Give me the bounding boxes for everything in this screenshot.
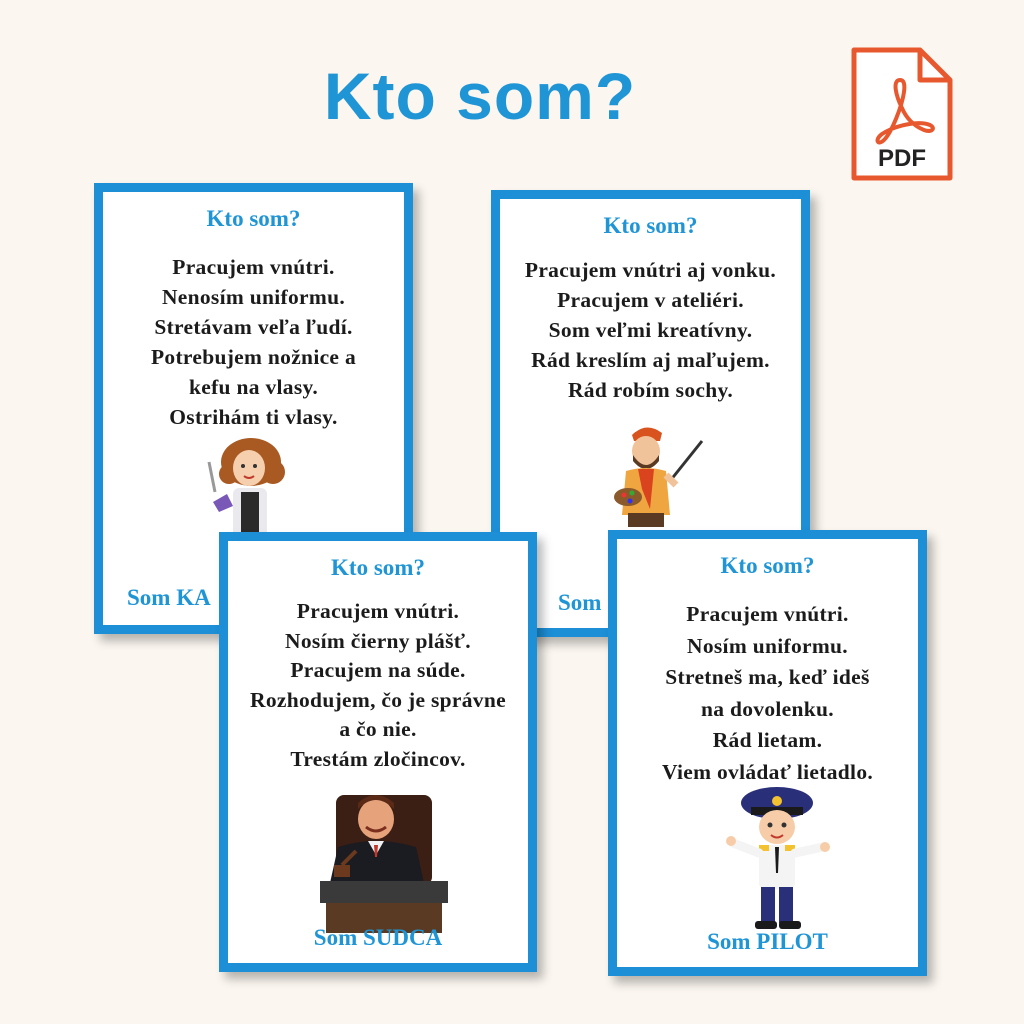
pdf-file-icon[interactable] <box>848 44 956 184</box>
judge-illustration <box>316 785 452 940</box>
clue-line: Rozhodujem, čo je správne <box>250 687 506 712</box>
card-clues <box>103 252 404 432</box>
pdf-label: PDF <box>878 145 926 172</box>
clue-line: a čo nie. <box>339 717 417 741</box>
card-judge <box>219 532 537 972</box>
clue-line: Som veľmi kreatívny. <box>548 318 753 342</box>
clue-line: Ostrihám ti vlasy. <box>169 405 338 429</box>
card-clues <box>617 599 918 788</box>
clue-line: Stretávam veľa ľudí. <box>154 315 353 339</box>
card-clues <box>228 597 528 774</box>
clue-line: Nosím čierny plášť. <box>285 628 471 653</box>
clue-line: Rád kreslím aj maľujem. <box>531 348 770 372</box>
page-title: Kto som? <box>323 59 637 133</box>
card-answer: Som KA <box>127 585 211 610</box>
clue-line: Viem ovládať lietadlo. <box>661 759 874 784</box>
card-answer: Som PILOT <box>707 929 828 954</box>
clue-line: Rád robím sochy. <box>567 378 734 402</box>
clue-line: Pracujem vnútri. <box>172 255 335 279</box>
pilot-illustration <box>721 783 831 938</box>
clue-line: Nosím uniformu. <box>687 633 848 658</box>
clue-line: na dovolenku. <box>701 696 834 721</box>
clue-line: Potrebujem nožnice a <box>150 345 357 369</box>
clue-line: Trestám zločincov. <box>290 746 466 771</box>
card-pilot <box>608 530 927 976</box>
clue-line: Nenosím uniformu. <box>161 285 346 309</box>
card-title: Kto som? <box>720 553 815 578</box>
card-clues <box>500 255 801 405</box>
clue-line: kefu na vlasy. <box>188 375 319 399</box>
clue-line: Rád lietam. <box>712 728 823 752</box>
clue-line: Pracujem vnútri. <box>296 599 460 623</box>
clue-line: Pracujem v ateliéri. <box>557 288 744 312</box>
artist-illustration <box>606 419 716 534</box>
clue-line: Pracujem na súde. <box>290 658 466 682</box>
card-answer: Som SUDCA <box>313 925 443 950</box>
card-title: Kto som? <box>603 213 698 238</box>
card-title: Kto som? <box>206 206 301 231</box>
clue-line: Stretneš ma, keď ideš <box>665 665 870 689</box>
clue-line: Pracujem vnútri aj vonku. <box>524 258 777 282</box>
hairdresser-illustration <box>203 432 303 547</box>
card-answer: Som <box>558 590 602 615</box>
card-title: Kto som? <box>331 555 425 580</box>
clue-line: Pracujem vnútri. <box>686 602 849 626</box>
